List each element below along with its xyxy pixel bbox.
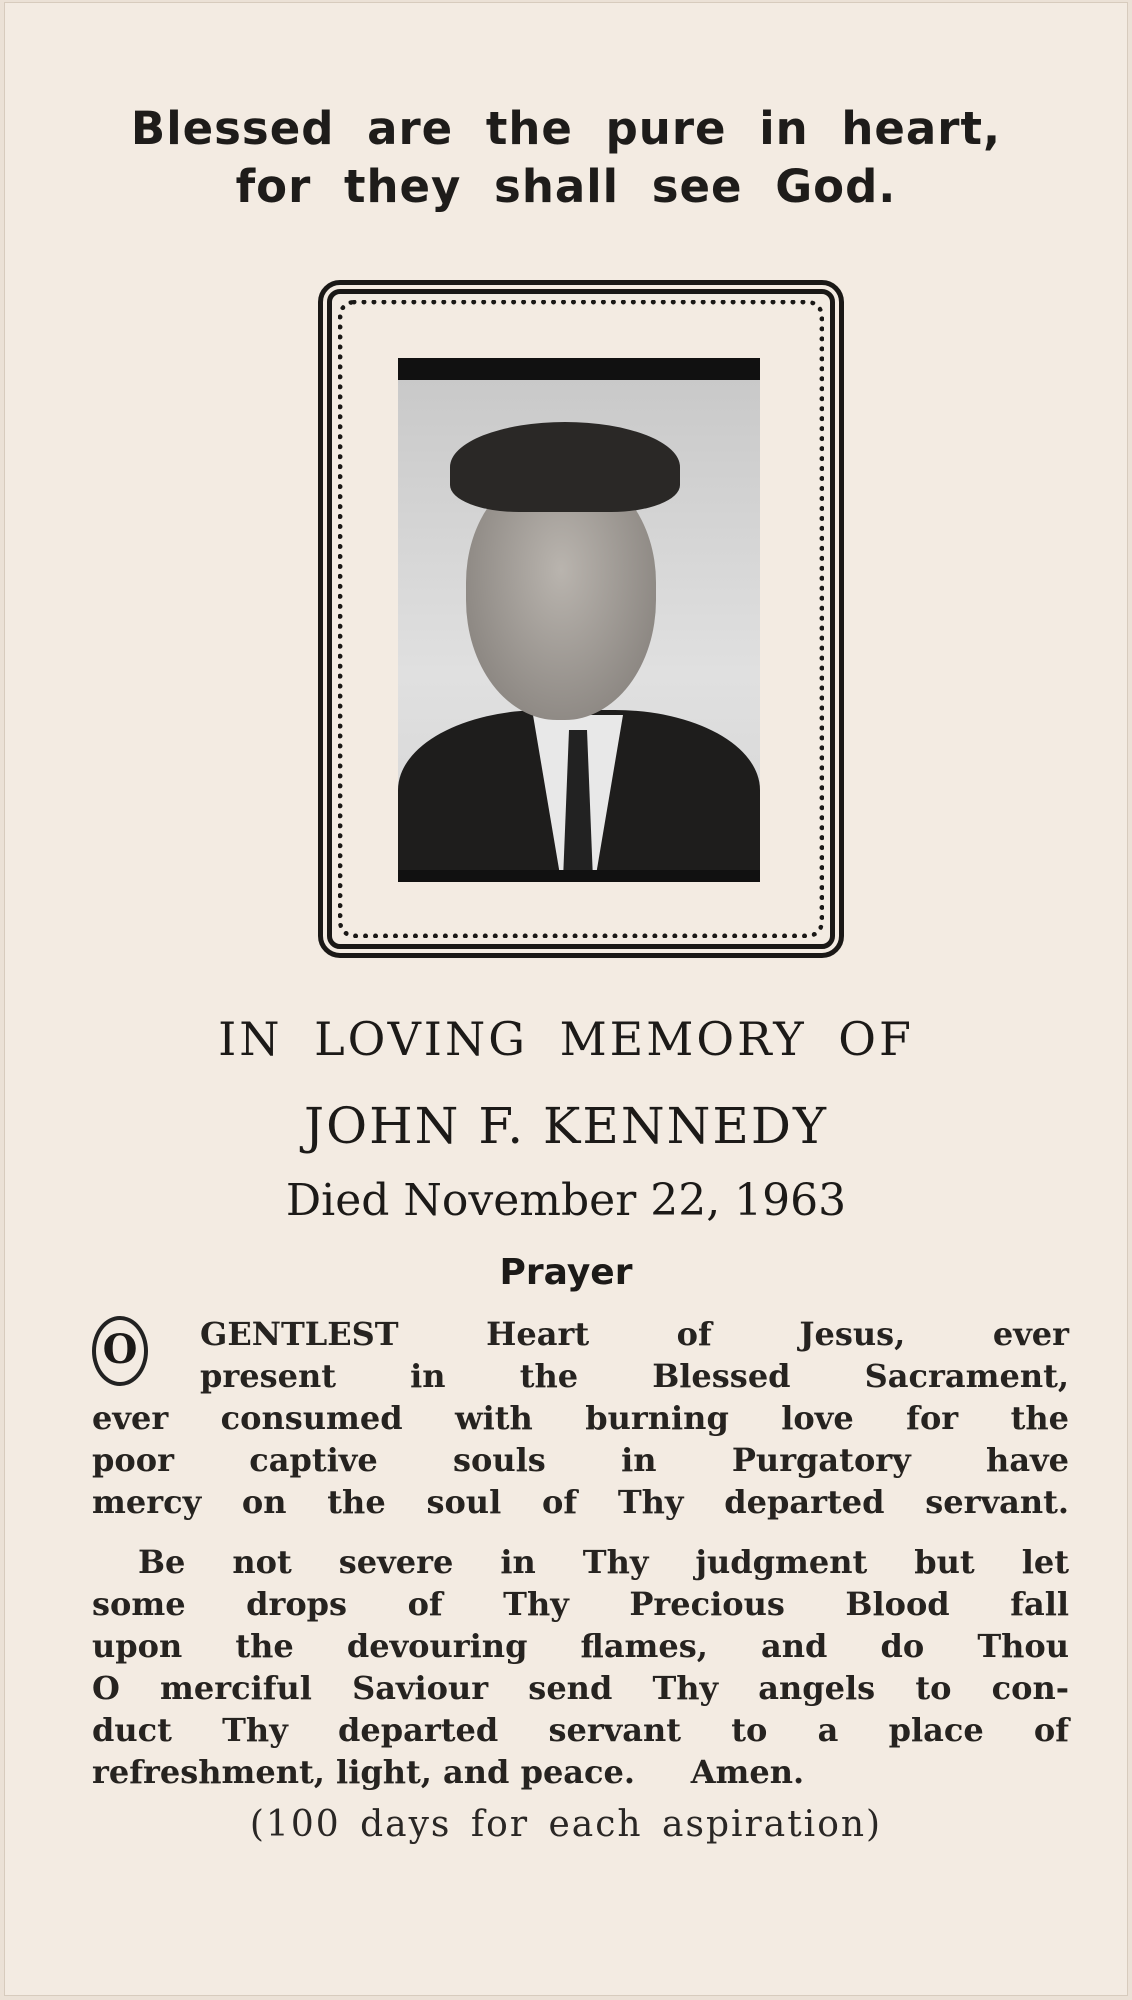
- prayer-line: upon the devouring flames, and do Thou: [92, 1627, 1069, 1665]
- prayer-line: duct Thy departed servant to a place of: [92, 1711, 1069, 1749]
- indulgence-note: (100 days for each aspiration): [249, 1804, 883, 1845]
- prayer-paragraph-1: [92, 1313, 1069, 1523]
- date-of-death: Died November 22, 1963: [285, 1175, 847, 1226]
- prayer-line: refreshment, light, and peace. Amen.: [92, 1753, 805, 1791]
- prayer-line: O merciful Saviour send Thy angels to con-: [92, 1669, 1069, 1707]
- beatitude-line-2: for they shall see God.: [235, 160, 897, 213]
- beatitude-line-1: Blessed are the pure in heart,: [130, 102, 1002, 155]
- prayer-line: present in the Blessed Sacrament,: [200, 1357, 1069, 1395]
- prayer-line: GENTLEST Heart of Jesus, ever: [200, 1315, 1069, 1353]
- deceased-name: JOHN F. KENNEDY: [304, 1097, 828, 1155]
- prayer-line: ever consumed with burning love for the: [92, 1399, 1069, 1437]
- prayer-line: Be not severe in Thy judgment but let: [138, 1543, 1069, 1581]
- prayer-line: mercy on the soul of Thy departed servant.: [92, 1483, 1069, 1521]
- portrait-photo: [398, 358, 760, 882]
- prayer-line: some drops of Thy Precious Blood fall: [92, 1585, 1069, 1623]
- prayer-paragraph-2: [92, 1541, 1069, 1793]
- memorial-intro: IN LOVING MEMORY OF: [218, 1012, 914, 1066]
- prayer-title: Prayer: [499, 1252, 633, 1293]
- drop-cap: O: [92, 1316, 148, 1386]
- prayer-line: poor captive souls in Purgatory have: [92, 1441, 1069, 1479]
